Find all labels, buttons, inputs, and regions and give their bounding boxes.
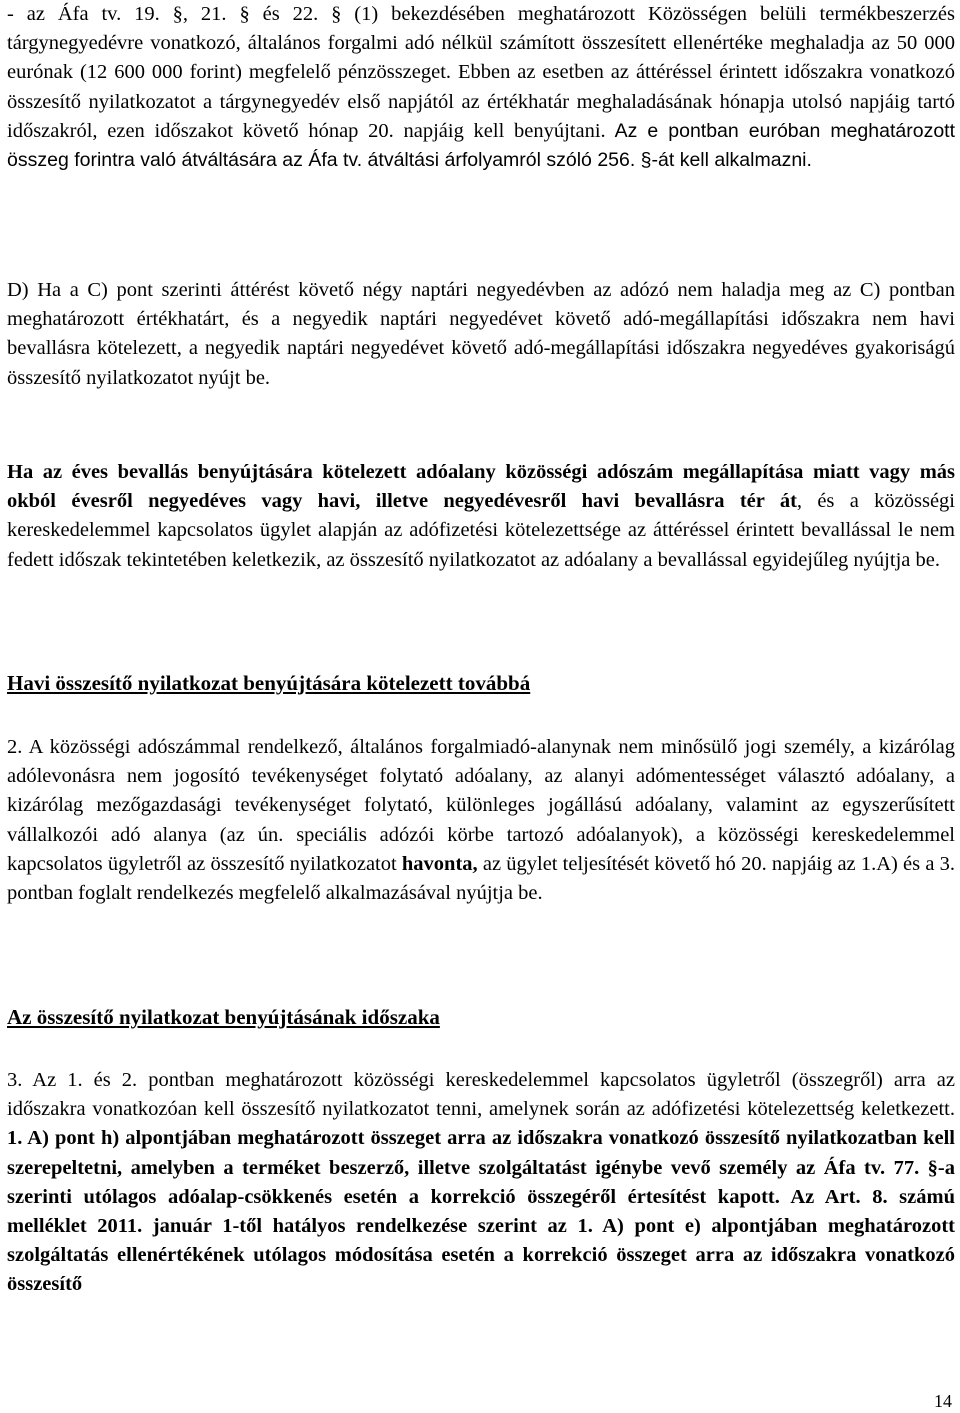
paragraph-annual-return-bold: Ha az éves bevallás benyújtására kötelezett adóalany közösségi adószám megállapítása miatt vagy más okból évesről negyedéves vagy havi, illetve negyedévesről havi bevallásra tér át: [7, 461, 955, 513]
paragraph-2-bold: havonta,: [401, 852, 478, 875]
paragraph-3: [7, 1066, 955, 1300]
paragraph-annual-return: [7, 458, 955, 575]
paragraph-annual-return-text: , és a közösségi kereskedelemmel kapcsolatos ügylet alapján az adófizetési kötelezettsége az áttéréssel érintett bevallással le nem fedett időszak tekintetében keletkezik, az összesítő nyilatkozatot az adóalany a bevallással egyidejűleg nyújtja be.: [7, 490, 955, 571]
page-number: 14: [934, 1391, 952, 1411]
paragraph-threshold-conversion-text: Az e pontban euróban meghatározott összeg forintra való átváltására az Áfa tv. átváltási árfolyamról szóló 256. §-át kell alkalmazni.: [7, 119, 956, 172]
paragraph-3-bold: 1. A) pont h) alpontjában meghatározott összeget arra az időszakra vonatkozó összesítő nyilatkozatban kell szerepeltetni, amelyben a terméket beszerző, illetve szolgáltatást igénybe vevő személy az Áfa tv. 77. §-a szerinti utólagos adóalap-csökkenés esetén a korrekció összegéről értesítést kapott. Az Art. 8. számú melléklet 2011. január 1-től hatályos rendelkezése szerint az 1. A) pont e) alpontjában meghatározott szolgáltatás ellenértékének utólagos módosítása esetén a korrekció összeget arra az időszakra vonatkozó összesítő: [7, 1127, 955, 1296]
section-heading-submission-period: Az összesítő nyilatkozat benyújtásának időszaka: [7, 1005, 440, 1029]
paragraph-3-text: 3. Az 1. és 2. pontban meghatározott közösségi kereskedelemmel kapcsolatos ügyletről (összegről) arra az időszakra vonatkozóan kell összesítő nyilatkozatot tenni, amelynek során az adófizetési kötelezettség keletkezett.: [7, 1069, 955, 1121]
paragraph-2: [7, 733, 955, 908]
paragraph-2-text-a: 2. A közösségi adószámmal rendelkező, általános forgalmiadó-alanynak nem minősülő jogi személy, a kizárólag adólevonásra nem jogosító tevékenységet folytató adóalany, az alanyi adómentességet választó adóalany, a kizárólag mezőgazdasági tevékenységet folytató, különleges jogállású adóalany, valamint az egyszerűsített vállalkozói adó alanya (az ún. speciális adózói körbe tartozó adóalanyok), a közösségi kereskedelemmel kapcsolatos ügyletről az összesítő nyilatkozatot: [7, 736, 955, 875]
section-heading-monthly-obligation: Havi összesítő nyilatkozat benyújtására kötelezett továbbá: [7, 671, 531, 695]
paragraph-threshold-rule: [7, 0, 955, 175]
paragraph-d: D) Ha a C) pont szerinti áttérést követő négy naptári negyedévben az adózó nem haladja meg az C) pontban meghatározott értékhatárt, és a negyedik naptári negyedévet követő adó-megállapítási időszakra nem havi bevallásra kötelezett, a negyedik naptári negyedévet követő adó-megállapítási időszakra negyedéves gyakoriságú összesítő nyilatkozatot nyújt be.: [7, 279, 955, 389]
paragraph-threshold-text: - az Áfa tv. 19. §, 21. § és 22. § (1) bekezdésében meghatározott Közösségen belüli termékbeszerzés tárgynegyedévre vonatkozó, általános forgalmi adó nélkül számított összesített ellenértéke meghaladja az 50 000 eurónak (12 600 000 forint) megfelelő pénzösszeget. Ebben az esetben az áttéréssel érintett időszakra vonatkozó összesítő nyilatkozatot a tárgynegyedév első napjától az értékhatár meghaladásának hónapja utolsó napjáig tartó időszakról, ezen időszakot követő hónap 20. napjáig kell benyújtani.: [7, 3, 955, 142]
paragraph-2-text-b: az ügylet teljesítését követő hó 20. napjáig az 1.A) és a 3. pontban foglalt rendelkezés megfelelő alkalmazásával nyújtja be.: [7, 852, 955, 905]
